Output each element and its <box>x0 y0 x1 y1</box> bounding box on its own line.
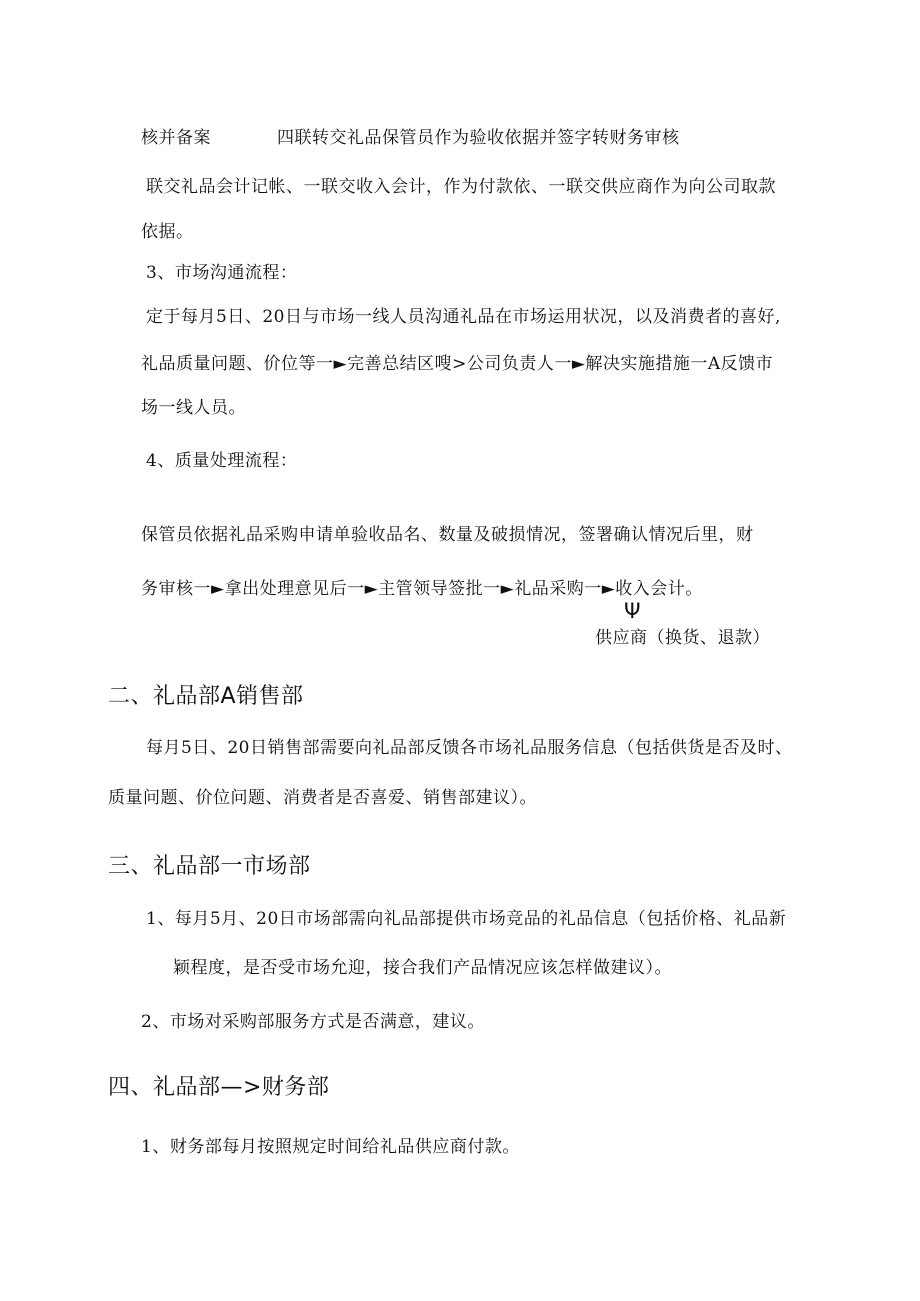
section-3-line-2: 颖程度，是否受市场允迎，接合我们产品情况应该怎样做建议）。 <box>173 958 672 978</box>
section-4-line-1: 1、财务部每月按照规定时间给礼品供应商付款。 <box>141 1137 520 1157</box>
line-11: 供应商（换货、退款） <box>595 628 770 648</box>
section-3-line-1: 1、每月5月、20日市场部需向礼品部提供市场竞品的礼品信息（包括价格、礼品新 <box>146 909 787 929</box>
line-6: 礼品质量问题、价位等一►完善总结区嗖>公司负责人一►解决实施措施一A反馈市 <box>141 354 774 374</box>
section-2-line-2: 质量问题、价位问题、消费者是否喜爱、销售部建议）。 <box>108 788 537 808</box>
section-3-line-3: 2、市场对采购部服务方式是否满意，建议。 <box>141 1012 485 1032</box>
down-arrow-symbol: Ψ <box>624 599 641 623</box>
section-heading-3: 三、礼品部一市场部 <box>108 854 311 879</box>
line-2: 联交礼品会计记帐、一联交收入会计，作为付款依、一联交供应商作为向公司取款 <box>146 177 776 197</box>
line-9: 保管员依据礼品采购申请单验收品名、数量及破损情况，签署确认情况后里，财 <box>141 525 754 545</box>
line-3: 依据。 <box>141 222 194 242</box>
line-4: 3、市场沟通流程： <box>146 263 298 283</box>
section-heading-2: 二、礼品部A销售部 <box>108 684 304 709</box>
line-8: 4、质量处理流程： <box>146 451 298 471</box>
line-1b: 四联转交礼品保管员作为验收依据并签字转财务审核 <box>277 128 680 148</box>
line-7: 场一线人员。 <box>141 398 246 418</box>
section-2-line-1: 每月5日、20日销售部需要向礼品部反馈各市场礼品服务信息（包括供货是否及时、 <box>146 738 793 758</box>
line-1a: 核并备案 <box>141 128 211 148</box>
line-10: 务审核一►拿出处理意见后一►主管领导签批一►礼品采购一►收入会计。 <box>141 579 703 599</box>
section-heading-4: 四、礼品部—>财务部 <box>108 1075 330 1100</box>
line-5: 定于每月5日、20日与市场一线人员沟通礼品在市场运用状况，以及消费者的喜好, <box>146 307 781 327</box>
